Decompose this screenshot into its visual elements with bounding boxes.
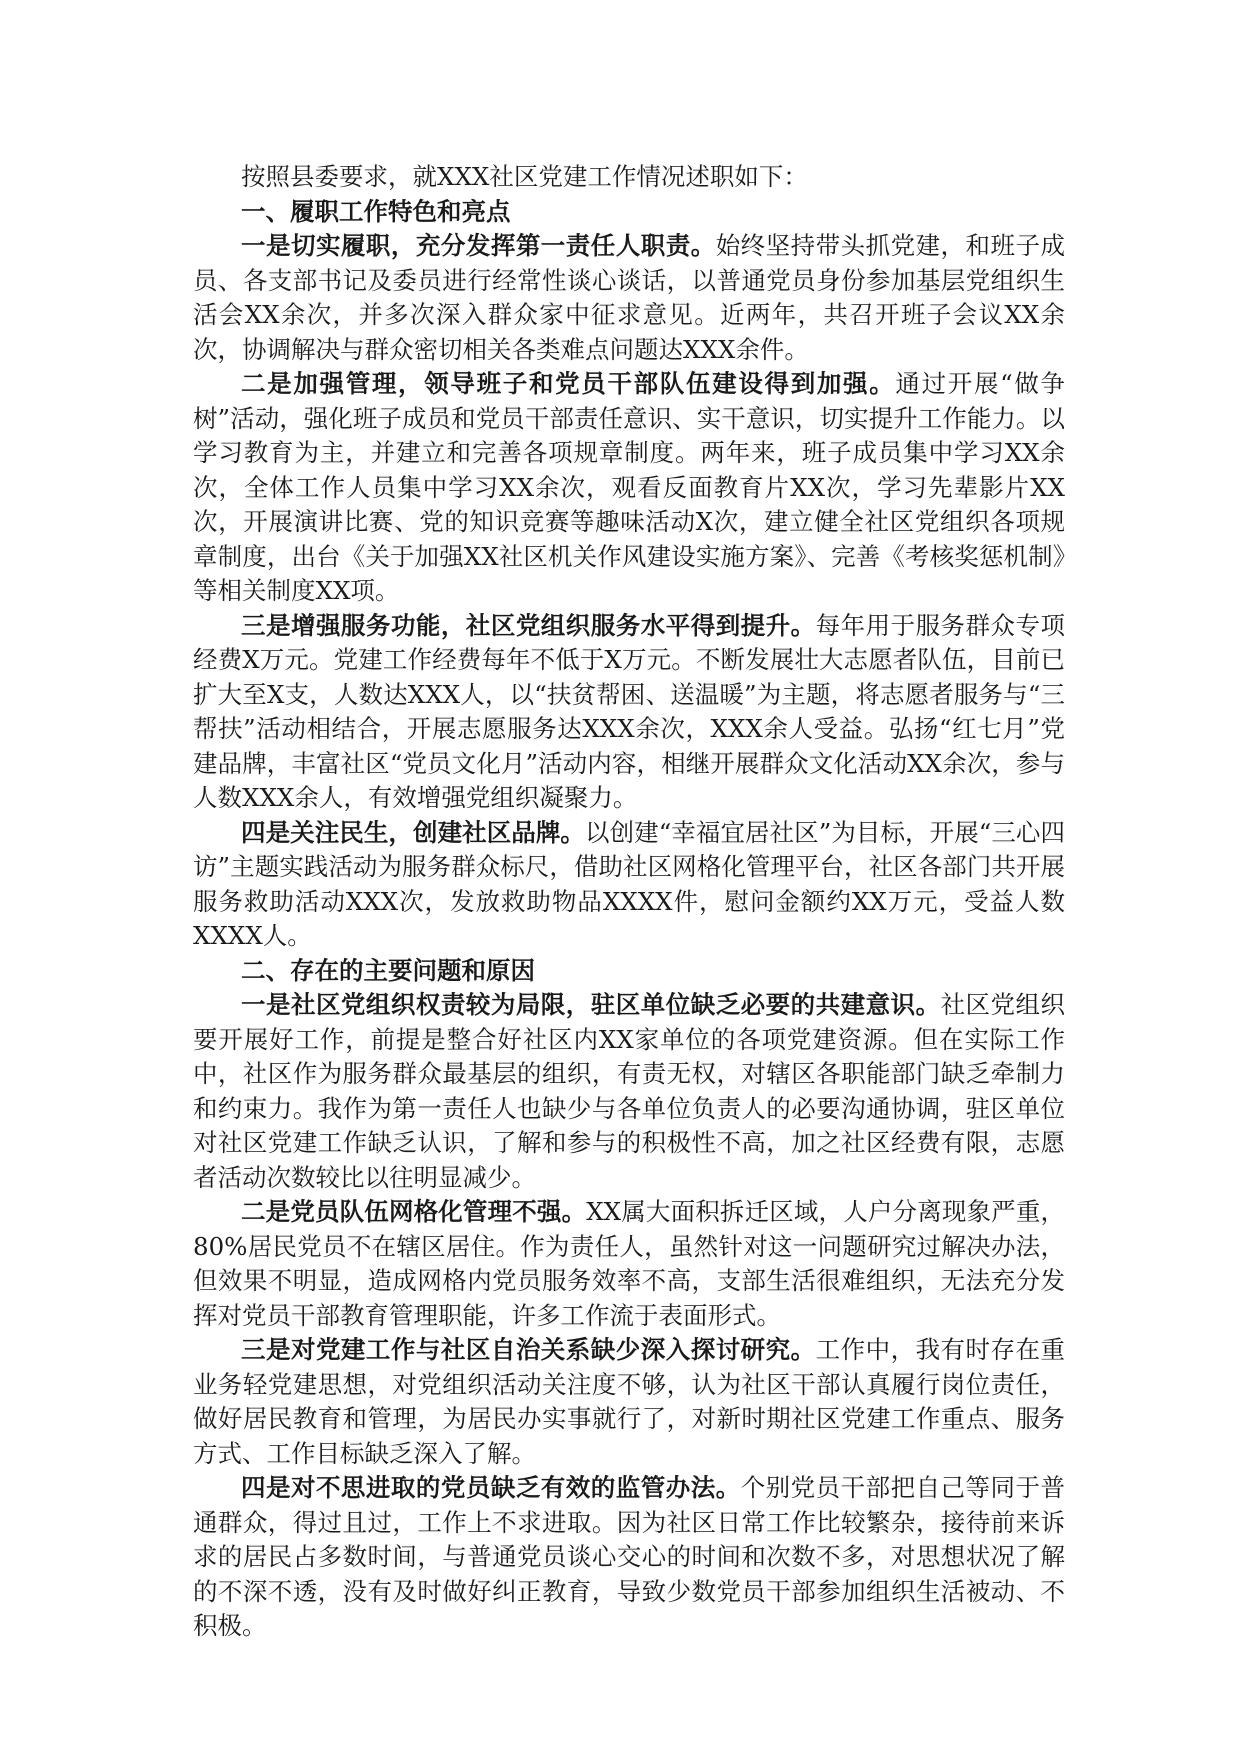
paragraph-body: 每年用于服务群众专项经费X万元。党建工作经费每年不低于X万元。不断发展壮大志愿者队伍，目前已扩大至X支，人数达XXX人，以“扶贫帮困、送温暖”为主题，将志愿者服务与“三帮扶”活动相结合，开展志愿服务达XXX余次，XXX余人受益。弘扬“红七月”党建品牌，丰富社区“党员文化月”活动内容，相继开展群众文化活动XX余次，参与人数XXX余人，有效增强党组织凝聚力。	[193, 610, 1065, 812]
paragraph-body: 通过开展“做争树”活动，强化班子成员和党员干部责任意识、实干意识，切实提升工作能力。以学习教育为主，并建立和完善各项规章制度。两年来，班子成员集中学习XX余次，全体工作人员集中学习XX余次，观看反面教育片XX次，学习先辈影片XX次，开展演讲比赛、党的知识竞赛等趣味活动X次，建立健全社区党组织各项规章制度，出台《关于加强XX社区机关作风建设实施方案》、完善《考核奖惩机制》等相关制度XX项。	[193, 369, 1066, 605]
paragraph	[193, 1195, 1065, 1333]
paragraph-lead: 四是对不思进取的党员缺乏有效的监管办法。	[241, 1473, 741, 1502]
paragraph-body: 个别党员干部把自己等同于普通群众，得过且过，工作上不求进取。因为社区日常工作比较繁杂，接待前来诉求的居民占多数时间，与普通党员谈心交心的时间和次数不多，对思想状况了解的不深不透，没有及时做好纠正教育，导致少数党员干部参加组织生活被动、不积极。	[193, 1473, 1065, 1640]
paragraph	[193, 1471, 1065, 1644]
paragraph-lead: 一是切实履职，充分发挥第一责任人职责。	[241, 231, 716, 260]
document-page	[193, 160, 1065, 1644]
paragraph-body: 以创建“幸福宜居社区”为目标，开展“三心四访”主题实践活动为服务群众标尺，借助社区网格化管理平台，社区各部门共开展服务救助活动XXX次，发放救助物品XXXX件，慰问金额约XX万元，受益人数XXXX人。	[193, 817, 1065, 950]
paragraph-body: 始终坚持带头抓党建，和班子成员、各支部书记及委员进行经常性谈心谈话，以普通党员身份参加基层党组织生活会XX余次，并多次深入群众家中征求意见。近两年，共召开班子会议XX余次，协调解决与群众密切相关各类难点问题达XXX余件。	[193, 231, 1065, 364]
intro-paragraph: 按照县委要求，就XXX社区党建工作情况述职如下：	[241, 162, 808, 191]
paragraph-body: 社区党组织要开展好工作，前提是整合好社区内XX家单位的各项党建资源。但在实际工作中，社区作为服务群众最基层的组织，有责无权，对辖区各职能部门缺乏牵制力和约束力。我作为第一责任人也缺少与各单位负责人的必要沟通协调，驻区单位对社区党建工作缺乏认识，了解和参与的积极性不高，加之社区经费有限，志愿者活动次数较比以往明显减少。	[193, 990, 1065, 1192]
paragraph-lead: 三是对党建工作与社区自治关系缺少深入探讨研究。	[241, 1335, 816, 1364]
section-heading: 一、履职工作特色和亮点	[241, 196, 511, 226]
paragraph-body: XX属大面积拆迁区域，人户分离现象严重，80%居民党员不在辖区居住。作为责任人，虽然针对这一问题研究过解决办法，但效果不明显，造成网格内党员服务效率不高，支部生活很难组织，无法充分发挥对党员干部教育管理职能，许多工作流于表面形式。	[193, 1197, 1065, 1330]
paragraph	[193, 367, 1065, 609]
paragraph	[193, 988, 1065, 1195]
paragraph-lead: 四是关注民生，创建社区品牌。	[241, 817, 585, 847]
paragraph-body: 工作中，我有时存在重业务轻党建思想，对党组织活动关注度不够，认为社区干部认真履行岗位责任，做好居民教育和管理，为居民办实事就行了，对新时期社区党建工作重点、服务方式、工作目标缺乏深入了解。	[193, 1335, 1065, 1468]
section-heading: 二、存在的主要问题和原因	[241, 955, 535, 985]
paragraph	[193, 1333, 1065, 1471]
paragraph-lead: 二是加强管理，领导班子和党员干部队伍建设得到加强。	[241, 369, 896, 398]
paragraph	[193, 229, 1065, 367]
paragraph-lead: 一是社区党组织权责较为局限，驻区单位缺乏必要的共建意识。	[241, 990, 941, 1019]
paragraph-lead: 二是党员队伍网格化管理不强。	[241, 1197, 587, 1226]
paragraph	[193, 816, 1065, 954]
paragraph-lead: 三是增强服务功能，社区党组织服务水平得到提升。	[241, 610, 816, 640]
paragraph	[193, 609, 1065, 816]
